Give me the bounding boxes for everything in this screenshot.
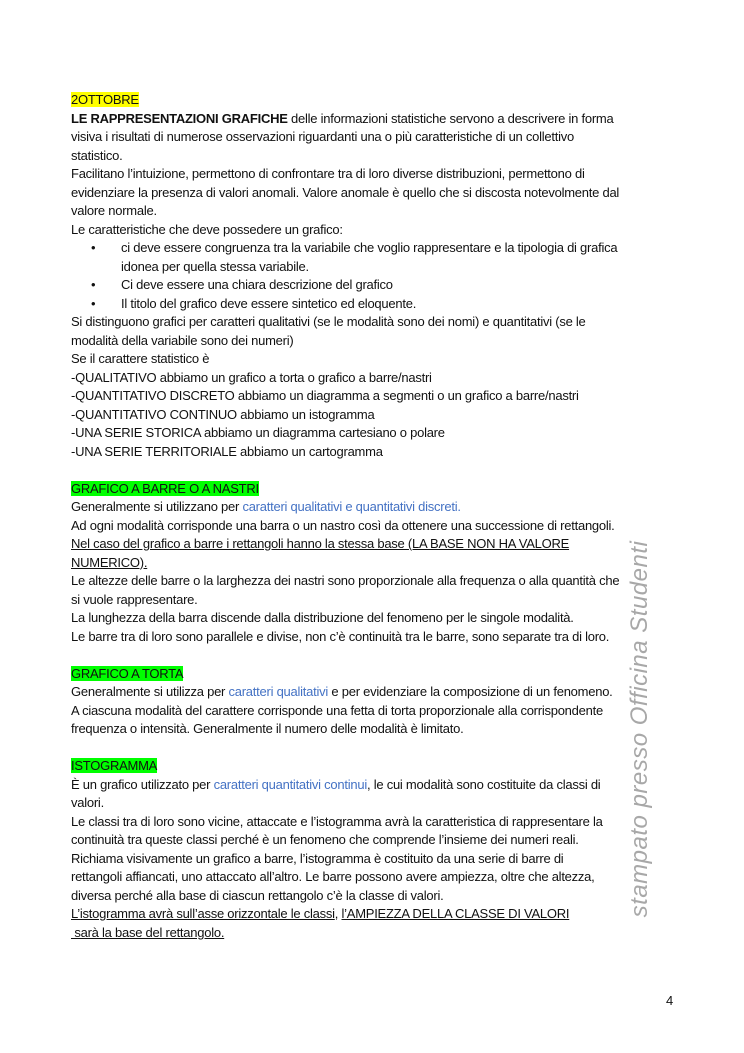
text-line: -UNA SERIE TERRITORIALE abbiamo un cartogramma: [71, 443, 383, 459]
text-line: -QUANTITATIVO DISCRETO abbiamo un diagramma a segmenti o un grafico a barre/nastri: [71, 388, 579, 403]
heading-torta: GRAFICO A TORTA: [71, 665, 184, 681]
text-line: Generalmente si utilizza per caratteri qualitativi e per evidenziare la composizione di un fenomeno.: [71, 684, 613, 699]
text-line: frequenza o intensità. Generalmente il numero delle modalità è limitato.: [71, 721, 464, 736]
text-line: Si distinguono grafici per caratteri qualitativi (se le modalità sono dei nomi) e quantitativi (se le: [71, 314, 586, 329]
text-line: Se il carattere statistico è: [71, 351, 210, 366]
heading-barre: GRAFICO A BARRE O A NASTRI: [71, 480, 259, 496]
list-item: • Il titolo del grafico deve essere sintetico ed eloquente.: [71, 295, 681, 314]
text-line: La lunghezza della barra discende dalla distribuzione del fenomeno per le singole modalità.: [71, 610, 574, 625]
text-line: continuità tra queste classi perché è un fenomeno che comprende l’insieme dei numeri reali.: [71, 832, 579, 847]
text-line: Le altezze delle barre o la larghezza dei nastri sono proporzionale alla frequenza o alla quantità che: [71, 573, 620, 588]
text-line: -QUANTITATIVO CONTINUO abbiamo un istogramma: [71, 406, 375, 422]
underlined-text: l’AMPIEZZA DELLA CLASSE DI VALORI: [341, 906, 570, 921]
watermark: stampato presso Officina Studenti: [626, 540, 653, 918]
text-line: rettangoli affiancati, uno attaccato all’altro. Le barre possono avere ampiezza, oltre che altezza,: [71, 869, 595, 884]
text-line: -UNA SERIE STORICA abbiamo un diagramma cartesiano o polare: [71, 425, 445, 440]
intro-line: valore normale.: [71, 203, 157, 218]
intro-line: LE RAPPRESENTAZIONI GRAFICHE delle informazioni statistiche servono a descrivere in forma: [71, 110, 614, 126]
text-line: valori.: [71, 795, 104, 810]
list-item: • ci deve essere congruenza tra la variabile che voglio rappresentare e la tipologia di grafica: [71, 239, 681, 258]
text-line: si vuole rappresentare.: [71, 591, 198, 607]
section-title: LE RAPPRESENTAZIONI GRAFICHE: [71, 110, 288, 126]
intro-line: evidenziare la presenza di valori anomali. Valore anomale è quello che si discosta notevolmente dal: [71, 184, 620, 200]
underlined-text: sarà la base del rettangolo.: [71, 924, 225, 940]
text-line: -QUALITATIVO abbiamo un grafico a torta o grafico a barre/nastri: [71, 369, 432, 385]
intro-line: visiva i risultati di numerose osservazioni riguardanti una o più caratteristiche di un collettivo: [71, 129, 574, 144]
intro-line: Le caratteristiche che deve possedere un grafico:: [71, 221, 343, 237]
list-item-continuation: idonea per quella stessa variabile.: [121, 258, 309, 274]
page-number: 4: [666, 993, 674, 1008]
intro-line: statistico.: [71, 147, 123, 163]
list-item: • Ci deve essere una chiara descrizione del grafico: [71, 276, 681, 295]
heading-istogramma: ISTOGRAMMA: [71, 758, 158, 773]
text-line: Le barre tra di loro sono parallele e divise, non c’è continuità tra le barre, sono separate tra di loro.: [71, 628, 610, 644]
intro-line: Facilitano l’intuizione, permettono di confrontare tra di loro diverse distribuzioni, permettono di: [71, 166, 585, 181]
underlined-text: NUMERICO).: [71, 554, 148, 570]
text-line: Generalmente si utilizzano per caratteri qualitativi e quantitativi discreti.: [71, 499, 461, 514]
text-line: Ad ogni modalità corrisponde una barra o un nastro così da ottenere una successione di rettangoli.: [71, 517, 615, 533]
underlined-text: L’istogramma avrà sull’asse orizzontale le classi: [71, 906, 335, 921]
underlined-text: Nel caso del grafico a barre i rettangoli hanno la stessa base (LA BASE NON HA VALORE: [71, 536, 570, 551]
text-line: Le classi tra di loro sono vicine, attaccate e l’istogramma avrà la caratteristica di rappresentare la: [71, 813, 603, 829]
text-line: modalità della variabile sono dei numeri): [71, 332, 294, 348]
text-line: A ciascuna modalità del carattere corrisponde una fetta di torta proporzionale alla corrispondente: [71, 702, 603, 718]
bullet-icon: •: [91, 240, 96, 255]
text-line: diversa perché alla base di ciascun rettangolo c’è la classe di valori.: [71, 887, 444, 903]
date-heading: 2OTTOBRE: [71, 92, 139, 107]
text-line: Richiama visivamente un grafico a barre, l’istogramma è costituito da una serie di barre di: [71, 850, 564, 866]
bullet-icon: •: [91, 277, 96, 292]
bullet-icon: •: [91, 295, 96, 311]
text-line: È un grafico utilizzato per caratteri quantitativi continui, le cui modalità sono costituite da classi di: [71, 776, 601, 792]
document-page: 2OTTOBRE LE RAPPRESENTAZIONI GRAFICHE delle informazioni statistiche servono a descrivere in forma visiva i risultati di numerose osservazioni riguardanti una o più caratteristiche di un collettivo statistico. Facilitano l’intuizione, permettono di confrontare tra di loro diverse distribuzioni, permettono di evidenziare la presenza di valori anomali. Valore anomale è quello che si discosta notevolmente dal valore normale. Le caratteristiche che deve possedere un grafico: • ci deve essere congruenza tra la variabile che voglio rappresentare e la tipologia di grafica idonea per quella stessa variabile. • Ci deve essere una chiara descrizione del grafico • Il titolo del grafico deve essere sintetico ed eloquente. Si distinguono grafici per caratteri qualitativi (se le modalità sono dei nomi) e quantitativi (se le modalità della variabile sono dei numeri) Se il carattere statistico è -QUALITATIVO abbiamo un grafico a torta o grafico a barre/nastri -QUANTITATIVO DISCRETO abbiamo un diagramma a segmenti o un grafico a barre/nastri -QUANTITATIVO CONTINUO abbiamo un istogramma -UNA SERIE STORICA abbiamo un diagramma cartesiano o polare -UNA SERIE TERRITORIALE abbiamo un cartogramma GRAFICO A BARRE O A NASTRI Generalmente si utilizzano per caratteri qualitativi e quantitativi discreti. Ad ogni modalità corrisponde una barra o un nastro così da ottenere una successione di rettangoli. Nel caso del grafico a barre i rettangoli hanno la stessa base (LA BASE NON HA VALORE NUMERICO). Le altezze delle barre o la larghezza dei nastri sono proporzionale alla frequenza o alla quantità che si vuole rappresentare. La lunghezza della barra discende dalla distribuzione del fenomeno per le singole modalità. Le barre tra di loro sono parallele e divise, non c’è continuità tra le barre, sono separate tra di loro. GRAFICO A TORTA Generalmente si utilizza per caratteri qualitativi e per evidenziare la composizione di un fenomeno. A ciascuna modalità del carattere corrisponde una fetta di torta proporzionale alla corrispondente frequenza o intensità. Generalmente il numero delle modalità è limitato. ISTOGRAMMA È un grafico utilizzato per caratteri quantitativi continui, le cui modalità sono costituite da classi di valori. Le classi tra di loro sono vicine, attaccate e l’istogramma avrà la caratteristica di rappresentare la continuità tra queste classi perché è un fenomeno che comprende l’insieme dei numeri reali. Richiama visivamente un grafico a barre, l’istogramma è costituito da una serie di barre di rettangoli affiancati, uno attaccato all’altro. Le barre possono avere ampiezza, oltre che altezza, diversa perché alla base di ciascun rettangolo c’è la classe di valori. L’istogramma avrà sull’asse orizzontale le classi, l’AMPIEZZA DELLA CLASSE DI VALORI sarà la base del rettangolo.: [71, 91, 681, 942]
